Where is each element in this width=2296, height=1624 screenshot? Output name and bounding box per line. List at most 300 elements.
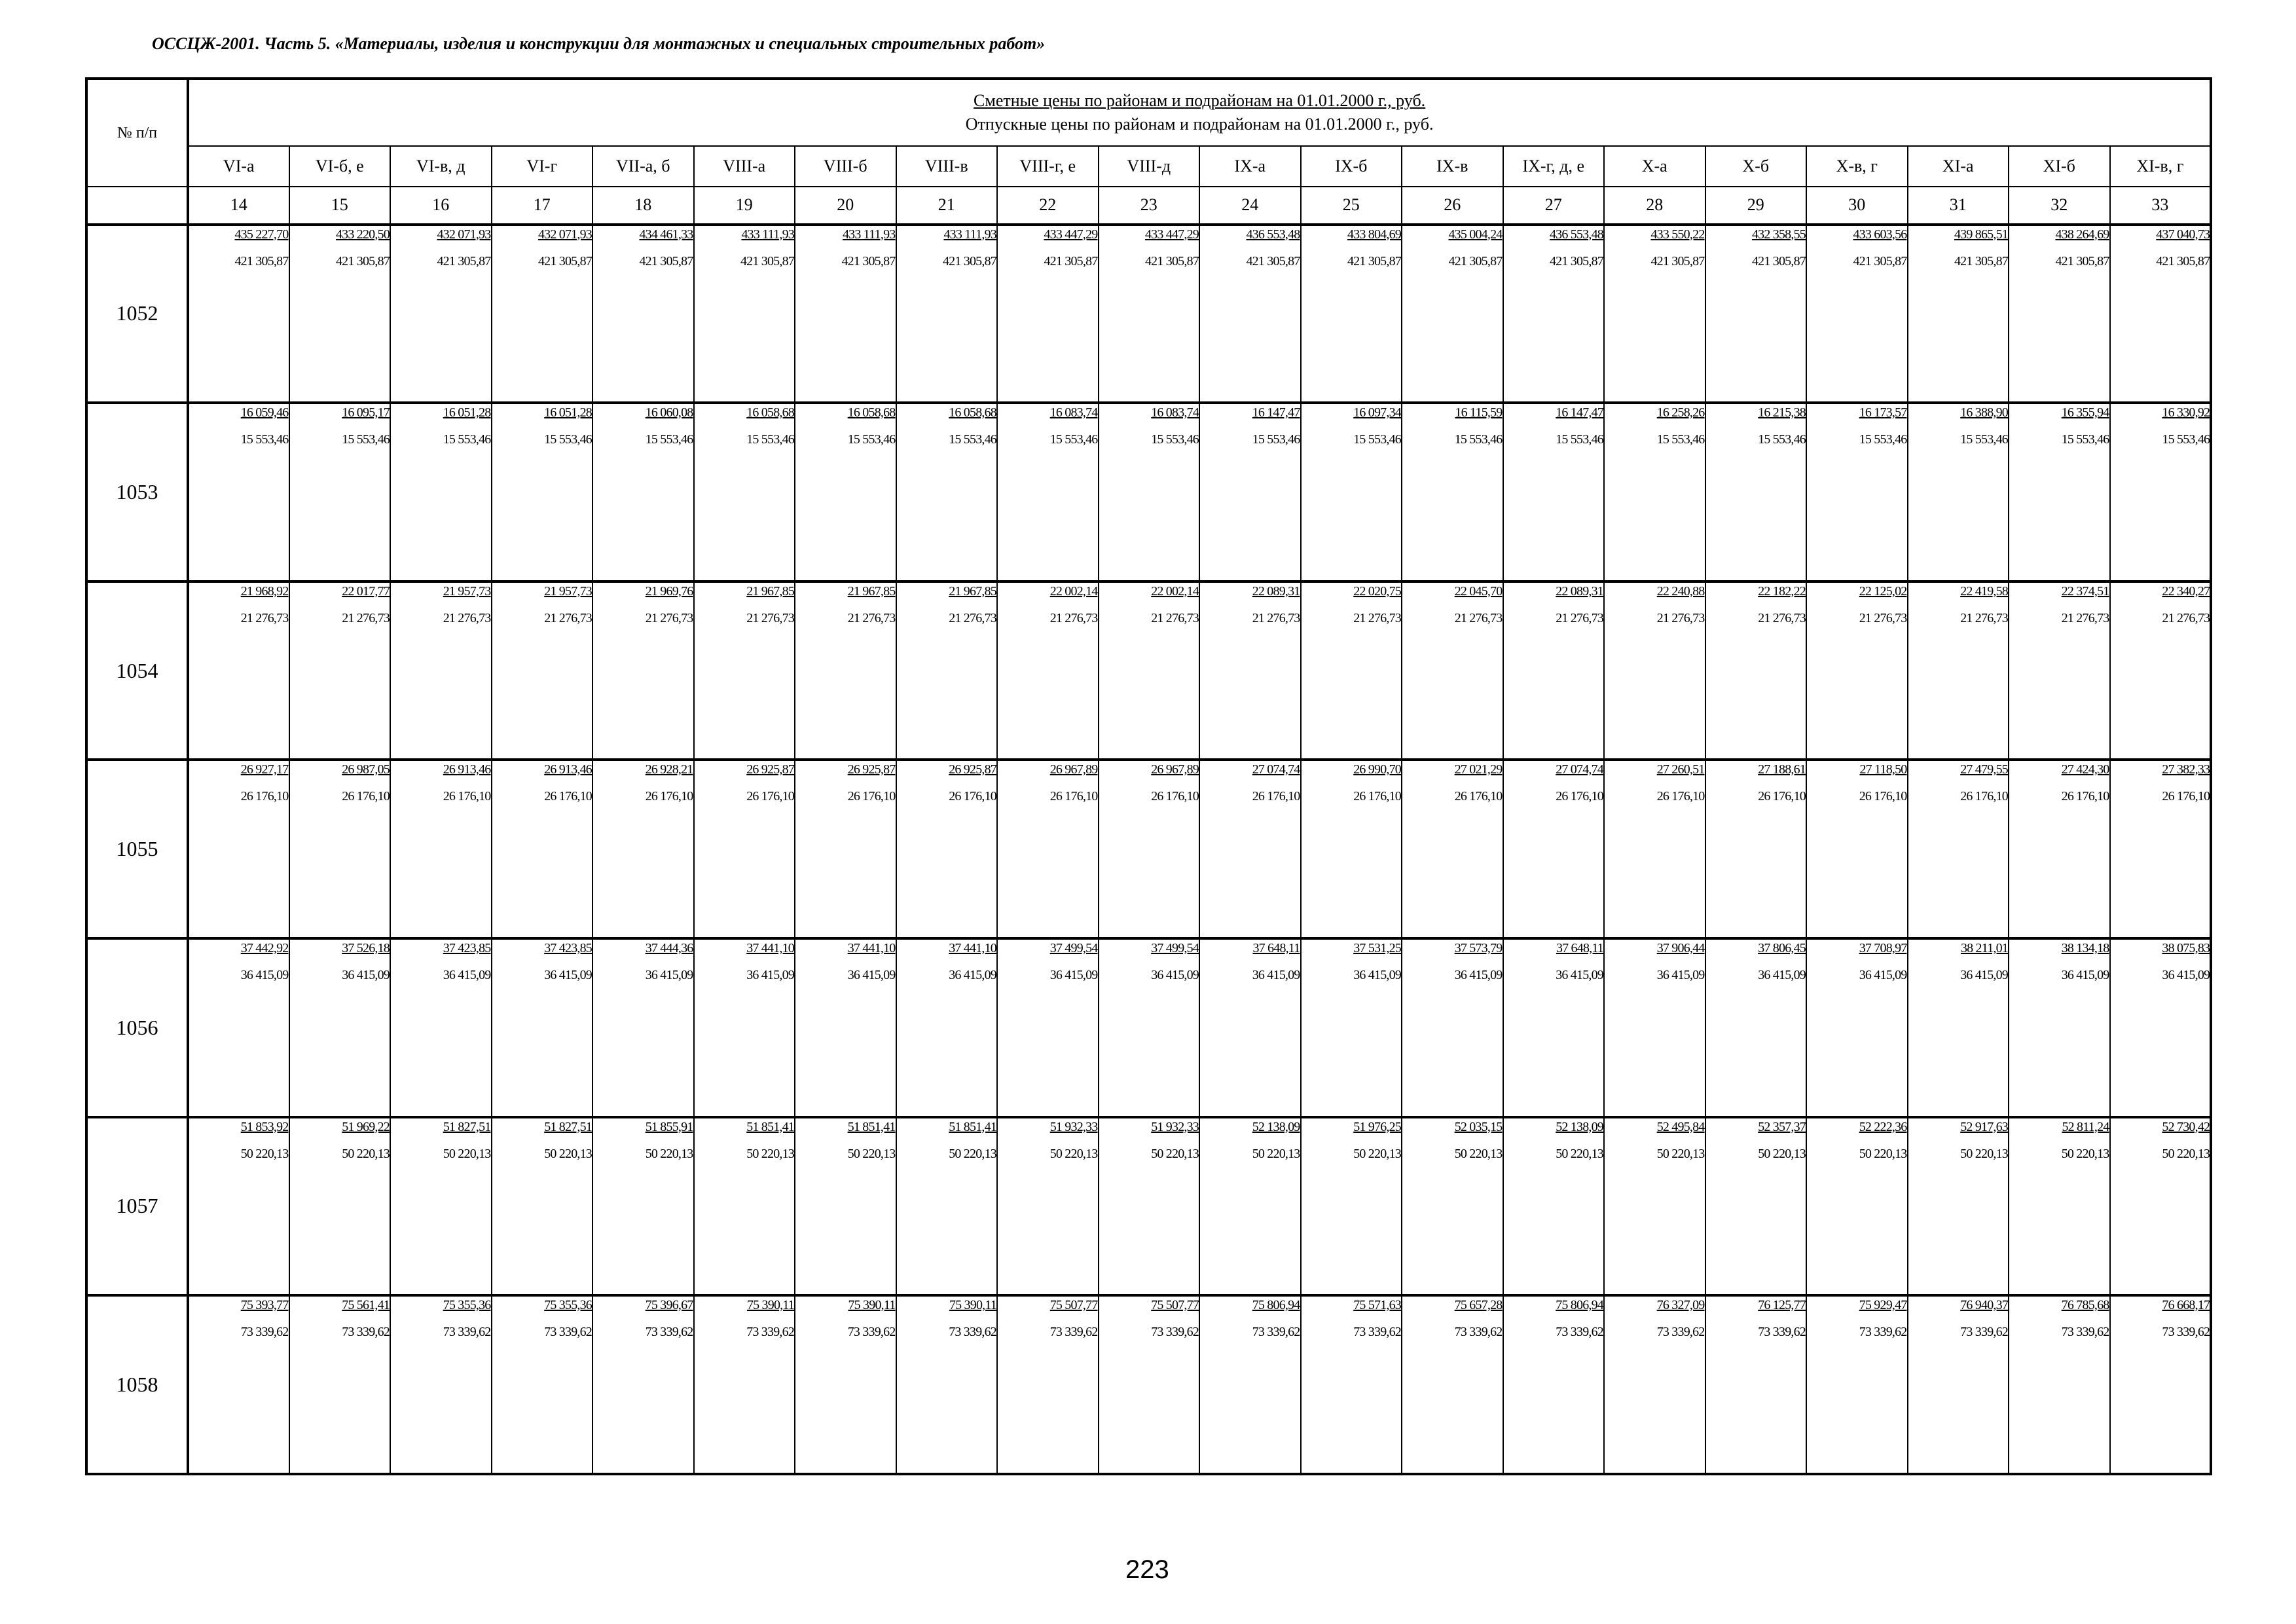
- release-price: 15 553,46: [1353, 432, 1401, 447]
- table-row: [86, 938, 2211, 1117]
- estimate-price: 27 074,74: [1556, 762, 1603, 777]
- release-price: 36 415,09: [2061, 968, 2109, 982]
- release-prices-title: Отпускные цены по районам и подрайонам на 01.01.2000 г., руб.: [965, 115, 1434, 134]
- price-cell: [492, 760, 593, 938]
- release-price: 73 339,62: [544, 1325, 592, 1340]
- region-header: XI-а: [1908, 146, 2009, 187]
- estimate-price: 16 095,17: [342, 405, 390, 420]
- price-cell: [289, 1295, 391, 1474]
- release-price: 26 176,10: [847, 789, 896, 804]
- estimate-price: 21 957,73: [443, 583, 491, 599]
- column-number: 18: [592, 187, 694, 224]
- price-cell: [997, 1295, 1099, 1474]
- release-price: 21 276,73: [1758, 610, 1806, 625]
- release-price: 36 415,09: [1656, 968, 1705, 982]
- estimate-price: 51 851,41: [949, 1119, 996, 1134]
- release-price: 50 220,13: [544, 1146, 592, 1161]
- release-price: 15 553,46: [746, 432, 794, 447]
- release-price: 36 415,09: [1758, 968, 1806, 982]
- estimate-price: 76 327,09: [1656, 1298, 1705, 1313]
- price-cell: [289, 760, 391, 938]
- release-price: 50 220,13: [1556, 1146, 1603, 1161]
- column-number-blank: [86, 187, 188, 224]
- release-price: 15 553,46: [1960, 432, 2008, 447]
- table-row: [86, 1117, 2211, 1296]
- estimate-price: 76 668,17: [2162, 1298, 2210, 1313]
- release-price: 73 339,62: [1151, 1325, 1199, 1340]
- release-price: 421 305,87: [841, 253, 896, 268]
- price-cell: [795, 225, 896, 403]
- estimate-price: 22 002,14: [1151, 583, 1199, 599]
- estimate-price: 434 461,33: [639, 227, 693, 242]
- price-cell: [1806, 581, 1908, 760]
- price-cell: [2009, 760, 2110, 938]
- estimate-price: 52 035,15: [1454, 1119, 1503, 1134]
- release-price: 50 220,13: [240, 1146, 289, 1161]
- release-price: 26 176,10: [1656, 789, 1705, 804]
- region-header: X-б: [1705, 146, 1807, 187]
- column-number: 20: [795, 187, 896, 224]
- region-header: VIII-б: [795, 146, 896, 187]
- table-title: [188, 79, 2211, 146]
- price-cell: [1099, 938, 1200, 1117]
- price-cell: [997, 760, 1099, 938]
- release-price: 26 176,10: [240, 789, 289, 804]
- price-cell: [188, 403, 289, 581]
- estimate-price: 37 441,10: [746, 941, 794, 955]
- estimate-price: 16 051,28: [544, 405, 592, 420]
- region-header: X-а: [1604, 146, 1705, 187]
- price-cell: [1301, 938, 1402, 1117]
- release-price: 36 415,09: [1960, 968, 2008, 982]
- price-cell: [390, 938, 492, 1117]
- price-cell: [1806, 1295, 1908, 1474]
- region-header: VI-г: [492, 146, 593, 187]
- estimate-price: 16 058,68: [847, 405, 896, 420]
- price-cell: [1402, 1295, 1503, 1474]
- release-price: 15 553,46: [1252, 432, 1300, 447]
- price-cell: [795, 1295, 896, 1474]
- estimate-price: 37 708,97: [1859, 941, 1907, 955]
- price-cell: [694, 581, 795, 760]
- estimate-price: 37 423,85: [443, 941, 491, 955]
- estimate-price: 433 804,69: [1347, 227, 1401, 242]
- price-cell: [1099, 1295, 1200, 1474]
- price-cell: [1199, 1117, 1301, 1296]
- price-cell: [1908, 938, 2009, 1117]
- release-price: 21 276,73: [443, 610, 491, 625]
- release-price: 26 176,10: [342, 789, 390, 804]
- price-cell: [1199, 1295, 1301, 1474]
- estimate-price: 75 390,11: [746, 1298, 794, 1313]
- price-cell: [1705, 760, 1807, 938]
- release-price: 421 305,87: [1954, 253, 2008, 268]
- release-price: 50 220,13: [1252, 1146, 1300, 1161]
- estimate-price: 37 531,25: [1353, 941, 1401, 955]
- estimate-price: 435 227,70: [234, 227, 289, 242]
- release-price: 21 276,73: [2162, 610, 2210, 625]
- price-cell: [1604, 938, 1705, 1117]
- price-cell: [1402, 403, 1503, 581]
- release-price: 26 176,10: [544, 789, 592, 804]
- price-cell: [1604, 1117, 1705, 1296]
- estimate-price: 22 182,22: [1758, 583, 1806, 599]
- price-cell: [1908, 1295, 2009, 1474]
- estimate-price: 22 374,51: [2061, 583, 2109, 599]
- release-price: 421 305,87: [942, 253, 996, 268]
- release-price: 73 339,62: [1656, 1325, 1705, 1340]
- estimate-price: 51 932,33: [1049, 1119, 1098, 1134]
- region-header: IX-а: [1199, 146, 1301, 187]
- estimate-price: 52 811,24: [2062, 1119, 2109, 1134]
- table-row: [86, 1295, 2211, 1474]
- release-price: 421 305,87: [1044, 253, 1098, 268]
- column-number: 23: [1099, 187, 1200, 224]
- price-cell: [492, 1295, 593, 1474]
- row-number: 1058: [86, 1295, 188, 1474]
- estimate-price: 37 441,10: [949, 941, 996, 955]
- estimate-price: 75 507,77: [1151, 1298, 1199, 1313]
- release-price: 50 220,13: [1353, 1146, 1401, 1161]
- price-cell: [592, 581, 694, 760]
- estimate-price: 38 211,01: [1960, 941, 2008, 955]
- price-cell: [795, 581, 896, 760]
- estimate-price: 75 929,47: [1859, 1298, 1907, 1313]
- estimate-price: 51 851,41: [746, 1119, 794, 1134]
- estimate-price: 38 075,83: [2162, 941, 2210, 955]
- region-header: VII-а, б: [592, 146, 694, 187]
- release-price: 50 220,13: [1049, 1146, 1098, 1161]
- price-cell: [1402, 225, 1503, 403]
- price-cell: [896, 938, 998, 1117]
- release-price: 73 339,62: [342, 1325, 390, 1340]
- region-header: VI-в, д: [390, 146, 492, 187]
- estimate-price: 26 928,21: [645, 762, 693, 777]
- release-price: 50 220,13: [746, 1146, 794, 1161]
- estimate-price: 26 927,17: [240, 762, 289, 777]
- row-number: 1056: [86, 938, 188, 1117]
- release-price: 36 415,09: [342, 968, 390, 982]
- estimate-price: 26 925,87: [847, 762, 896, 777]
- release-price: 73 339,62: [240, 1325, 289, 1340]
- estimate-price: 21 967,85: [847, 583, 896, 599]
- estimate-price: 433 550,22: [1650, 227, 1705, 242]
- price-cell: [2110, 1295, 2212, 1474]
- column-number: 29: [1705, 187, 1807, 224]
- release-price: 50 220,13: [1656, 1146, 1705, 1161]
- price-cell: [795, 760, 896, 938]
- release-price: 421 305,87: [1347, 253, 1401, 268]
- release-price: 36 415,09: [949, 968, 996, 982]
- estimate-price: 438 264,69: [2055, 227, 2109, 242]
- release-price: 421 305,87: [2055, 253, 2109, 268]
- column-number: 26: [1402, 187, 1503, 224]
- release-price: 421 305,87: [1144, 253, 1199, 268]
- price-cell: [1908, 581, 2009, 760]
- price-cell: [188, 938, 289, 1117]
- release-price: 73 339,62: [1960, 1325, 2008, 1340]
- release-price: 50 220,13: [443, 1146, 491, 1161]
- estimate-price: 75 393,77: [240, 1298, 289, 1313]
- estimate-price: 75 390,11: [949, 1298, 996, 1313]
- release-price: 15 553,46: [544, 432, 592, 447]
- release-price: 73 339,62: [2162, 1325, 2210, 1340]
- price-cell: [390, 225, 492, 403]
- release-price: 21 276,73: [544, 610, 592, 625]
- price-cell: [896, 760, 998, 938]
- estimate-price: 26 913,46: [544, 762, 592, 777]
- estimate-price: 433 220,50: [335, 227, 390, 242]
- estimate-price: 433 111,93: [943, 227, 996, 242]
- estimate-price: 433 111,93: [842, 227, 896, 242]
- column-numbers-row: [86, 187, 2211, 224]
- release-price: 50 220,13: [847, 1146, 896, 1161]
- price-cell: [2009, 1117, 2110, 1296]
- price-cell: [1705, 225, 1807, 403]
- price-cell: [289, 581, 391, 760]
- price-cell: [1604, 760, 1705, 938]
- estimate-price: 51 969,22: [342, 1119, 390, 1134]
- release-price: 21 276,73: [1960, 610, 2008, 625]
- release-price: 26 176,10: [746, 789, 794, 804]
- estimate-price: 437 040,73: [2156, 227, 2210, 242]
- release-price: 26 176,10: [1049, 789, 1098, 804]
- estimate-price: 16 083,74: [1151, 405, 1199, 420]
- estimate-price: 16 355,94: [2061, 405, 2109, 420]
- price-cell: [1503, 760, 1605, 938]
- price-cell: [1099, 760, 1200, 938]
- region-header: VIII-г, е: [997, 146, 1099, 187]
- release-price: 26 176,10: [443, 789, 491, 804]
- release-price: 15 553,46: [1049, 432, 1098, 447]
- release-price: 73 339,62: [1859, 1325, 1907, 1340]
- release-price: 36 415,09: [1151, 968, 1199, 982]
- price-cell: [1806, 760, 1908, 938]
- row-number: 1053: [86, 403, 188, 581]
- estimate-price: 37 573,79: [1454, 941, 1503, 955]
- price-cell: [1503, 225, 1605, 403]
- price-cell: [997, 938, 1099, 1117]
- estimate-price: 27 118,50: [1859, 762, 1907, 777]
- estimate-price: 75 390,11: [848, 1298, 896, 1313]
- estimate-price: 432 071,93: [437, 227, 491, 242]
- estimate-price: 22 002,14: [1049, 583, 1098, 599]
- estimate-price: 22 017,77: [342, 583, 390, 599]
- price-cell: [896, 403, 998, 581]
- estimate-price: 26 987,05: [342, 762, 390, 777]
- estimate-price: 22 340,27: [2162, 583, 2210, 599]
- release-price: 36 415,09: [1353, 968, 1401, 982]
- price-cell: [289, 403, 391, 581]
- estimate-price: 27 021,29: [1454, 762, 1503, 777]
- price-cell: [188, 581, 289, 760]
- estimate-price: 26 925,87: [949, 762, 996, 777]
- price-cell: [1908, 403, 2009, 581]
- price-cell: [997, 1117, 1099, 1296]
- estimate-price: 26 967,89: [1151, 762, 1199, 777]
- estimate-price: 16 097,34: [1353, 405, 1401, 420]
- price-cell: [1099, 581, 1200, 760]
- estimate-price: 16 147,47: [1556, 405, 1603, 420]
- price-cell: [896, 581, 998, 760]
- price-cell: [289, 938, 391, 1117]
- price-cell: [592, 1295, 694, 1474]
- release-price: 36 415,09: [240, 968, 289, 982]
- estimate-price: 433 447,29: [1144, 227, 1199, 242]
- price-cell: [694, 1117, 795, 1296]
- release-price: 26 176,10: [1859, 789, 1907, 804]
- price-cell: [289, 225, 391, 403]
- estimate-price: 432 071,93: [538, 227, 592, 242]
- price-cell: [795, 938, 896, 1117]
- price-cell: [896, 1295, 998, 1474]
- estimate-price: 51 855,91: [645, 1119, 693, 1134]
- price-cell: [2009, 403, 2110, 581]
- estimate-price: 22 419,58: [1960, 583, 2008, 599]
- estimate-price: 37 648,11: [1556, 941, 1603, 955]
- release-price: 73 339,62: [1556, 1325, 1603, 1340]
- column-number: 31: [1908, 187, 2009, 224]
- release-price: 73 339,62: [1353, 1325, 1401, 1340]
- release-price: 50 220,13: [342, 1146, 390, 1161]
- release-price: 21 276,73: [342, 610, 390, 625]
- price-cell: [1301, 1117, 1402, 1296]
- price-cell: [390, 760, 492, 938]
- price-cell: [592, 1117, 694, 1296]
- estimate-price: 38 134,18: [2061, 941, 2109, 955]
- release-price: 21 276,73: [2061, 610, 2109, 625]
- region-header: XI-в, г: [2110, 146, 2212, 187]
- price-cell: [1503, 1295, 1605, 1474]
- release-price: 421 305,87: [538, 253, 592, 268]
- release-price: 36 415,09: [746, 968, 794, 982]
- estimate-price: 26 913,46: [443, 762, 491, 777]
- estimate-price: 75 355,36: [443, 1298, 491, 1313]
- document-header: ОССЦЖ-2001. Часть 5. «Материалы, изделия и конструкции для монтажных и специальных строительных работ»: [152, 34, 1046, 53]
- release-price: 36 415,09: [1049, 968, 1098, 982]
- region-header: VI-б, е: [289, 146, 391, 187]
- estimate-price: 76 785,68: [2061, 1298, 2109, 1313]
- release-price: 73 339,62: [847, 1325, 896, 1340]
- column-number: 24: [1199, 187, 1301, 224]
- row-number: 1052: [86, 225, 188, 403]
- estimate-price: 439 865,51: [1954, 227, 2008, 242]
- price-cell: [1402, 1117, 1503, 1296]
- price-cell: [1099, 1117, 1200, 1296]
- row-number: 1055: [86, 760, 188, 938]
- column-number: 21: [896, 187, 998, 224]
- price-cell: [188, 225, 289, 403]
- price-cell: [2009, 225, 2110, 403]
- price-cell: [492, 403, 593, 581]
- estimate-price: 433 603,56: [1853, 227, 1907, 242]
- release-price: 15 553,46: [342, 432, 390, 447]
- price-cell: [1503, 581, 1605, 760]
- price-cell: [390, 1117, 492, 1296]
- price-cell: [1604, 225, 1705, 403]
- column-number: 15: [289, 187, 391, 224]
- release-price: 15 553,46: [1656, 432, 1705, 447]
- estimate-price: 37 423,85: [544, 941, 592, 955]
- price-cell: [1705, 581, 1807, 760]
- release-price: 73 339,62: [2061, 1325, 2109, 1340]
- price-cell: [592, 938, 694, 1117]
- release-price: 15 553,46: [949, 432, 996, 447]
- release-price: 15 553,46: [1859, 432, 1907, 447]
- price-cell: [289, 1117, 391, 1296]
- price-cell: [1099, 403, 1200, 581]
- release-price: 421 305,87: [1650, 253, 1705, 268]
- price-cell: [1301, 581, 1402, 760]
- table-row: [86, 225, 2211, 403]
- column-number: 27: [1503, 187, 1605, 224]
- release-price: 15 553,46: [2162, 432, 2210, 447]
- release-price: 21 276,73: [1656, 610, 1705, 625]
- estimate-price: 432 358,55: [1751, 227, 1806, 242]
- release-price: 36 415,09: [1252, 968, 1300, 982]
- estimate-price: 75 396,67: [645, 1298, 693, 1313]
- column-number: 19: [694, 187, 795, 224]
- estimate-price: 51 853,92: [240, 1119, 289, 1134]
- release-price: 21 276,73: [240, 610, 289, 625]
- estimate-price: 21 968,92: [240, 583, 289, 599]
- estimate-price: 76 940,37: [1960, 1298, 2008, 1313]
- release-price: 50 220,13: [1151, 1146, 1199, 1161]
- release-price: 73 339,62: [1049, 1325, 1098, 1340]
- price-cell: [1604, 581, 1705, 760]
- estimate-price: 22 045,70: [1454, 583, 1503, 599]
- price-cell: [2009, 938, 2110, 1117]
- price-cell: [1301, 225, 1402, 403]
- estimate-prices-title: Сметные цены по районам и подрайонам на 01.01.2000 г., руб.: [974, 91, 1426, 111]
- release-price: 421 305,87: [2156, 253, 2210, 268]
- estimate-price: 52 138,09: [1556, 1119, 1603, 1134]
- release-price: 21 276,73: [1252, 610, 1300, 625]
- price-cell: [592, 225, 694, 403]
- release-price: 73 339,62: [443, 1325, 491, 1340]
- release-price: 73 339,62: [645, 1325, 693, 1340]
- price-cell: [1908, 760, 2009, 938]
- release-price: 50 220,13: [2061, 1146, 2109, 1161]
- release-price: 36 415,09: [443, 968, 491, 982]
- price-cell: [694, 1295, 795, 1474]
- price-cell: [997, 403, 1099, 581]
- price-cell: [1199, 403, 1301, 581]
- price-cell: [1705, 403, 1807, 581]
- row-number: 1057: [86, 1117, 188, 1296]
- price-cell: [1503, 1117, 1605, 1296]
- release-price: 50 220,13: [645, 1146, 693, 1161]
- price-cell: [492, 1117, 593, 1296]
- estimate-price: 37 442,92: [240, 941, 289, 955]
- estimate-price: 22 089,31: [1556, 583, 1603, 599]
- estimate-price: 21 967,85: [949, 583, 996, 599]
- price-cell: [1199, 938, 1301, 1117]
- estimate-price: 37 906,44: [1656, 941, 1705, 955]
- estimate-price: 75 571,63: [1353, 1298, 1401, 1313]
- price-cell: [1908, 225, 2009, 403]
- release-price: 73 339,62: [949, 1325, 996, 1340]
- estimate-price: 436 553,48: [1246, 227, 1300, 242]
- estimate-price: 27 479,55: [1960, 762, 2008, 777]
- release-price: 15 553,46: [240, 432, 289, 447]
- release-price: 26 176,10: [1454, 789, 1503, 804]
- price-cell: [694, 403, 795, 581]
- release-price: 421 305,87: [740, 253, 794, 268]
- release-price: 21 276,73: [1049, 610, 1098, 625]
- estimate-price: 16 147,47: [1252, 405, 1300, 420]
- estimate-price: 16 060,08: [645, 405, 693, 420]
